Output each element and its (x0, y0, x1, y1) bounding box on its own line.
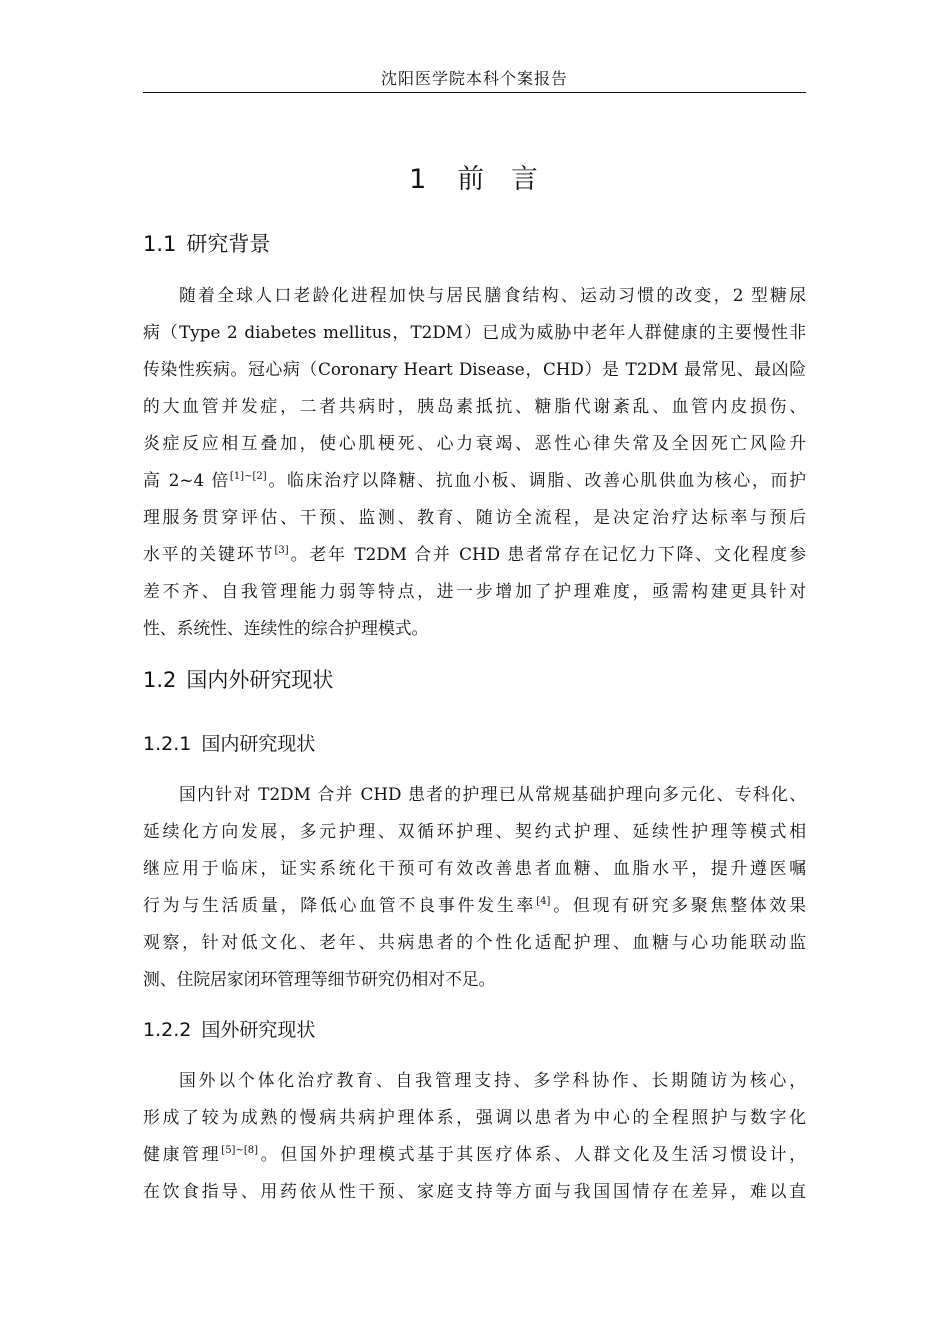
text-line: 的大血管并发症，二者共病时，胰岛素抵抗、糖脂代谢紊乱、血管内皮损伤、 (143, 396, 806, 416)
text-fragment: 水平的关键环节 (143, 544, 275, 564)
citation-superscript: [4] (536, 896, 551, 907)
header-title: 沈阳医学院本科个案报告 (380, 69, 568, 88)
paragraph-research-background (143, 277, 806, 647)
text-line: 延续化方向发展，多元护理、双循环护理、契约式护理、延续性护理等模式相 (143, 821, 806, 841)
citation-superscript: [1]~[2] (229, 471, 267, 482)
text-fragment: 。但国外护理模式基于其医疗体系、人群文化及生活习惯设计， (258, 1144, 806, 1164)
text-line: 病（Type 2 diabetes mellitus，T2DM）已成为威胁中老年人群健康的主要慢性非 (143, 322, 806, 342)
section-number: 1.2.1 (143, 733, 192, 755)
section-number: 1.1 (143, 232, 177, 256)
section-number: 1.2 (143, 668, 177, 692)
citation-superscript: [3] (274, 545, 289, 556)
text-line: 性、系统性、连续性的综合护理模式。 (143, 618, 429, 638)
paragraph-foreign-research (143, 1062, 806, 1210)
text-fragment: 高 2~4 倍 (143, 470, 230, 490)
text-line: 继应用于临床，证实系统化干预可有效改善患者血糖、血脂水平，提升遵医嘱 (143, 858, 806, 878)
text-line: 测、住院居家闭环管理等细节研究仍相对不足。 (143, 969, 496, 989)
text-fragment: 行为与生活质量，降低心血管不良事件发生率 (143, 895, 537, 915)
text-line: 国外以个体化治疗教育、自我管理支持、多学科协作、长期随访为核心， (179, 1070, 806, 1090)
text-line-with-citation (143, 1136, 806, 1173)
text-fragment: 健康管理 (143, 1144, 222, 1164)
section-title: 国外研究现状 (201, 1019, 316, 1041)
page-header (143, 68, 806, 93)
section-heading-1-2-1 (143, 730, 315, 758)
section-title: 研究背景 (186, 232, 271, 256)
chapter-title: 1 前 言 (409, 164, 540, 195)
text-fragment: 。临床治疗以降糖、抗血小板、调脂、改善心肌供血为核心，而护 (266, 470, 806, 490)
citation-superscript: [5]~[8] (221, 1145, 259, 1156)
text-line-with-citation (143, 462, 806, 499)
section-heading-1-2 (143, 665, 333, 695)
text-fragment: 。老年 T2DM 合并 CHD 患者常存在记忆力下降、文化程度参 (288, 544, 806, 564)
text-line: 差不齐、自我管理能力弱等特点，进一步增加了护理难度，亟需构建更具针对 (143, 581, 806, 601)
section-number: 1.2.2 (143, 1019, 192, 1041)
section-title: 国内外研究现状 (186, 668, 334, 692)
text-line: 观察，针对低文化、老年、共病患者的个性化适配护理、血糖与心功能联动监 (143, 932, 806, 952)
paragraph-domestic-research (143, 776, 806, 998)
text-line: 在饮食指导、用药依从性干预、家庭支持等方面与我国国情存在差异，难以直 (143, 1181, 806, 1201)
text-line: 炎症反应相互叠加，使心肌梗死、心力衰竭、恶性心律失常及全因死亡风险升 (143, 433, 806, 453)
section-heading-1-2-2 (143, 1016, 315, 1044)
text-line-with-citation (143, 887, 806, 924)
text-line: 随着全球人口老龄化进程加快与居民膳食结构、运动习惯的改变，2 型糖尿 (179, 285, 806, 305)
text-line-with-citation (143, 536, 806, 573)
text-line: 传染性疾病。冠心病（Coronary Heart Disease，CHD）是 T2DM 最常见、最凶险 (143, 359, 806, 379)
text-fragment: 。但现有研究多聚焦整体效果 (550, 895, 806, 915)
section-title: 国内研究现状 (201, 733, 316, 755)
text-line: 国内针对 T2DM 合并 CHD 患者的护理已从常规基础护理向多元化、专科化、 (179, 784, 806, 804)
text-line: 形成了较为成熟的慢病共病护理体系，强调以患者为中心的全程照护与数字化 (143, 1107, 806, 1127)
text-line: 理服务贯穿评估、干预、监测、教育、随访全流程，是决定治疗达标率与预后 (143, 507, 806, 527)
section-heading-1-1 (143, 229, 270, 259)
